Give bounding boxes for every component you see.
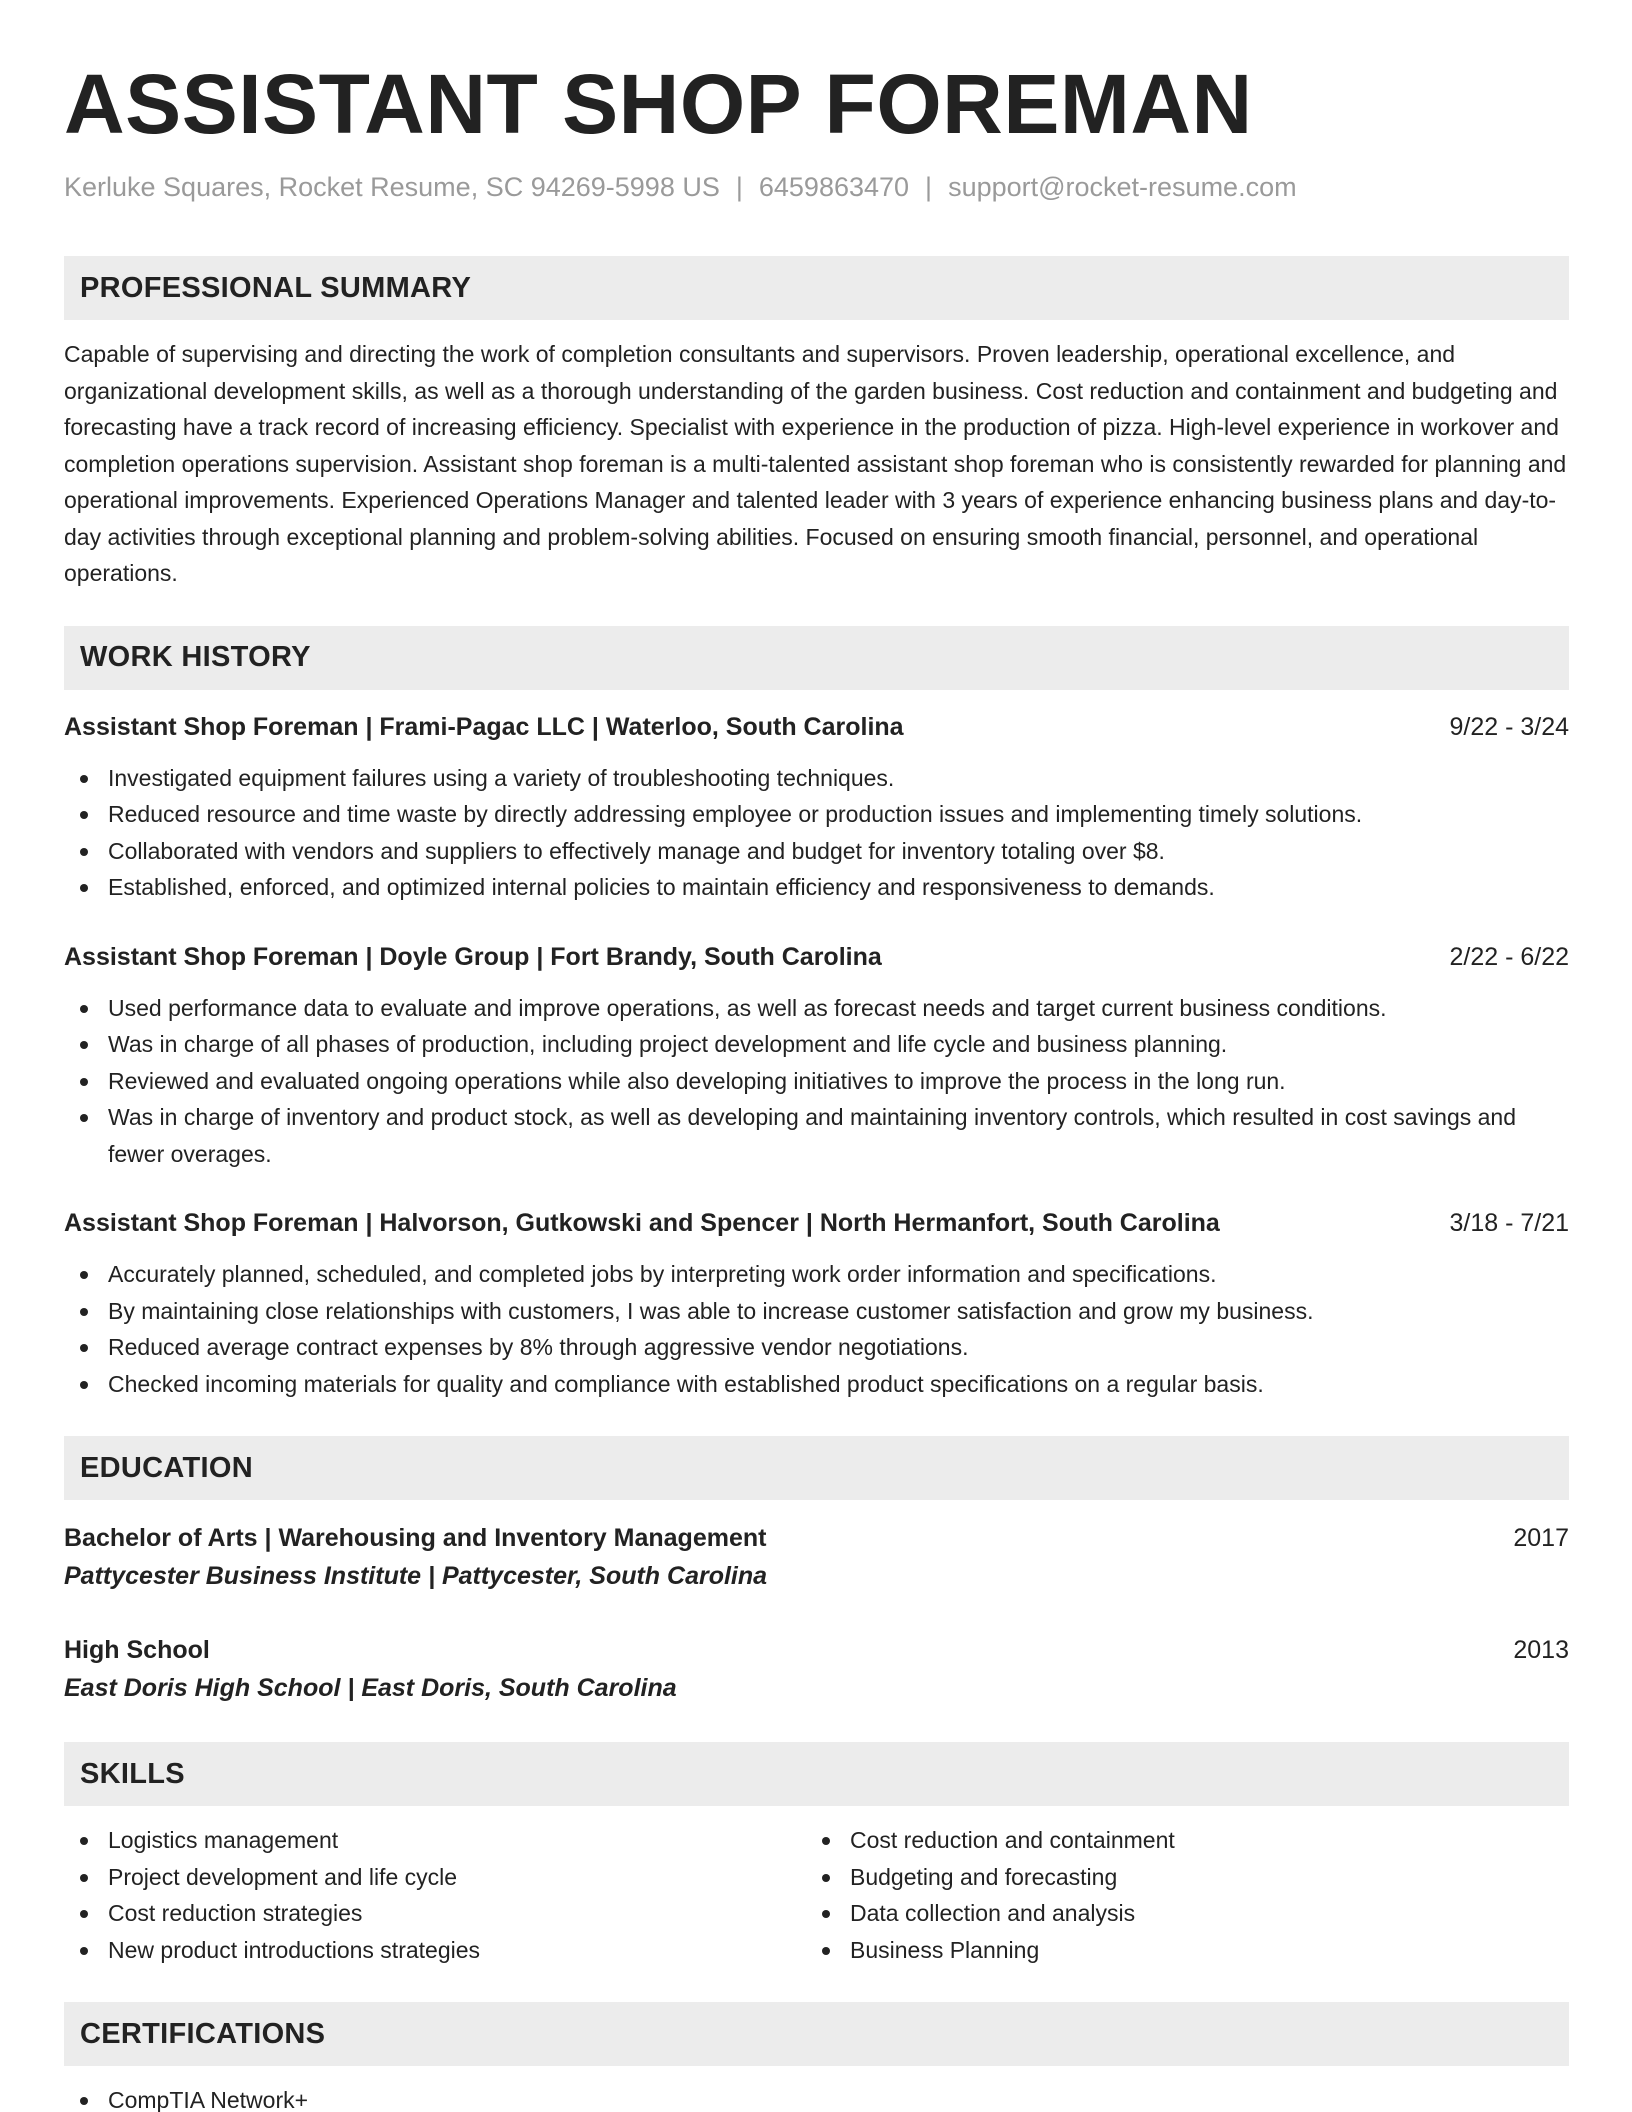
education-heading: EDUCATION	[64, 1436, 1569, 1500]
summary-heading: PROFESSIONAL SUMMARY	[64, 256, 1569, 320]
education-entry	[64, 1632, 1569, 1708]
certifications-list	[64, 2082, 1569, 2112]
job-title: Assistant Shop Foreman | Doyle Group | Fort Brandy, South Carolina	[64, 942, 882, 971]
resume-name: ASSISTANT SHOP FOREMAN	[64, 57, 1253, 151]
job-title: Assistant Shop Foreman | Frami-Pagac LLC | Waterloo, South Carolina	[64, 712, 904, 741]
contact-phone: 6459863470	[758, 172, 910, 202]
education-degree: High School	[64, 1636, 210, 1664]
skills-column-left	[64, 1822, 806, 1968]
job-date: 2/22 - 6/22	[1449, 942, 1569, 971]
job-bullets	[64, 760, 1569, 906]
job-bullet: Used performance data to evaluate and improve operations, as well as forecast needs and target current business conditions.	[64, 990, 1569, 1027]
contact-address: Kerluke Squares, Rocket Resume, SC 94269-5998 US	[64, 172, 720, 202]
skill-item: Cost reduction strategies	[64, 1895, 806, 1932]
job-bullet: Reduced resource and time waste by directly addressing employee or production issues and implementing timely solutions.	[64, 796, 1569, 833]
job-bullets	[64, 1256, 1569, 1402]
skills-heading: SKILLS	[64, 1742, 1569, 1806]
job-entry	[64, 1206, 1569, 1402]
skill-item: Data collection and analysis	[806, 1895, 1548, 1932]
contact-separator: |	[925, 172, 933, 202]
job-bullet: Collaborated with vendors and suppliers to effectively manage and budget for inventory totaling over $8.	[64, 833, 1569, 870]
job-date: 3/18 - 7/21	[1449, 1209, 1569, 1237]
job-bullet: Was in charge of inventory and product stock, as well as developing and maintaining inventory controls, which resulted in cost savings and fewer overages.	[64, 1099, 1569, 1172]
skill-item: Cost reduction and containment	[806, 1822, 1548, 1859]
education-year: 2013	[1513, 1636, 1569, 1664]
certification-item: CompTIA Network+	[64, 2082, 1569, 2112]
certifications-heading: CERTIFICATIONS	[64, 2002, 1569, 2066]
job-bullet: Investigated equipment failures using a variety of troubleshooting techniques.	[64, 760, 1569, 797]
job-bullet: Reduced average contract expenses by 8% through aggressive vendor negotiations.	[64, 1329, 1569, 1366]
job-bullet: Established, enforced, and optimized internal policies to maintain efficiency and responsiveness to demands.	[64, 869, 1569, 906]
job-bullets	[64, 990, 1569, 1173]
education-degree: Bachelor of Arts | Warehousing and Inventory Management	[64, 1524, 767, 1552]
education-school: East Doris High School | East Doris, South Carolina	[64, 1674, 677, 1702]
education-entry	[64, 1520, 1569, 1596]
summary-text: Capable of supervising and directing the work of completion consultants and supervisors. Proven leadership, operational excellence, and organizational development skills, as well as a thorough understanding of the garden business. Cost reduction and containment and budgeting and forecasting have a track record of increasing efficiency. Specialist with experience in the production of pizza. High-level experience in workover and completion operations supervision. Assistant shop foreman is a multi-talented assistant shop foreman who is consistently rewarded for planning and operational improvements. Experienced Operations Manager and talented leader with 3 years of experience enhancing business plans and day-to-day activities through exceptional planning and problem-solving abilities. Focused on ensuring smooth financial, personnel, and operational operations.	[64, 341, 1567, 586]
skill-item: Project development and life cycle	[64, 1859, 806, 1896]
education-year: 2017	[1513, 1524, 1569, 1552]
job-date: 9/22 - 3/24	[1449, 712, 1569, 741]
skill-item: Business Planning	[806, 1932, 1548, 1969]
contact-line	[64, 170, 1569, 204]
job-title: Assistant Shop Foreman | Halvorson, Gutkowski and Spencer | North Hermanfort, South Carolina	[64, 1209, 1220, 1237]
job-bullet: Checked incoming materials for quality and compliance with established product specifications on a regular basis.	[64, 1366, 1569, 1403]
job-bullet: Accurately planned, scheduled, and completed jobs by interpreting work order information and specifications.	[64, 1256, 1569, 1293]
job-entry	[64, 710, 1569, 906]
work-history-heading: WORK HISTORY	[64, 626, 1569, 690]
contact-separator: |	[735, 172, 743, 202]
education-school: Pattycester Business Institute | Pattycester, South Carolina	[64, 1562, 768, 1590]
skill-item: New product introductions strategies	[64, 1932, 806, 1969]
contact-email[interactable]: support@rocket-resume.com	[948, 172, 1297, 202]
skills-list	[64, 1822, 1569, 1968]
job-entry	[64, 940, 1569, 1173]
job-bullet: Reviewed and evaluated ongoing operations while also developing initiatives to improve the process in the long run.	[64, 1063, 1569, 1100]
skill-item: Logistics management	[64, 1822, 806, 1859]
skills-column-right	[806, 1822, 1548, 1968]
job-bullet: By maintaining close relationships with customers, I was able to increase customer satisfaction and grow my business.	[64, 1293, 1569, 1330]
job-bullet: Was in charge of all phases of production, including project development and life cycle and business planning.	[64, 1026, 1569, 1063]
skill-item: Budgeting and forecasting	[806, 1859, 1548, 1896]
